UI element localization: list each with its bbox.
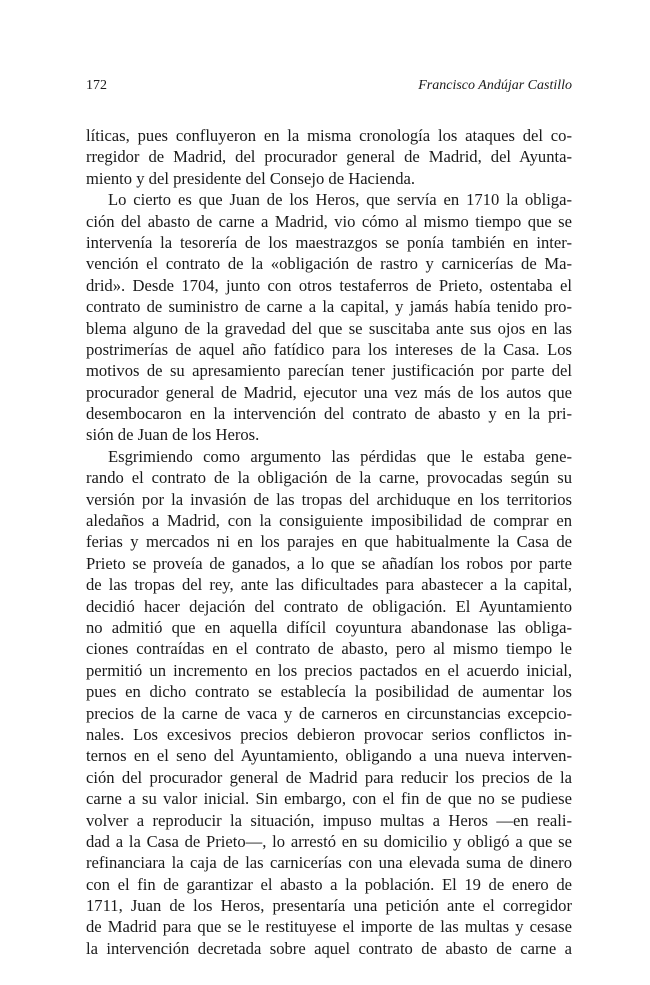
text-line: volver a reproducir la situación, impuso multas a Heros —en reali- <box>86 810 572 830</box>
text-line: ciones contraídas en el contrato de abasto, pero al mismo tiempo le <box>86 639 572 659</box>
text-line: dad a la Casa de Prieto—, lo arrestó en su domicilio y obligó a que se <box>86 831 572 851</box>
text-line: de Madrid para que se le restituyese el importe de las multas y cesase <box>86 917 572 937</box>
text-line: postrimerías de aquel año fatídico para los intereses de la Casa. Los <box>86 339 572 359</box>
text-line: nales. Los excesivos precios debieron provocar serios conflictos in- <box>86 724 572 744</box>
text-line: permitió un incremento en los precios pactados en el acuerdo inicial, <box>86 660 572 680</box>
text-line: no admitió que en aquella difícil coyuntura abandonase las obliga- <box>86 617 572 637</box>
text-line: motivos de su apresamiento parecían tener justificación por parte del <box>86 361 572 381</box>
running-head-author: Francisco Andújar Castillo <box>418 78 572 93</box>
text-line: Esgrimiendo como argumento las pérdidas que le estaba gene- <box>108 446 572 466</box>
text-line: ternos en el seno del Ayuntamiento, obligando a una nueva interven- <box>86 746 572 766</box>
text-line: desembocaron en la intervención del contrato de abasto y en la pri- <box>86 404 572 424</box>
text-line: pues en dicho contrato se establecía la posibilidad de aumentar los <box>86 682 572 702</box>
text-line: Prieto se proveía de ganados, a lo que se añadían los robos por parte <box>86 553 572 573</box>
text-line: ción del procurador general de Madrid para reducir los precios de la <box>86 767 572 787</box>
text-line: aledaños a Madrid, con la consiguiente imposibilidad de comprar en <box>86 511 572 531</box>
text-line: miento y del presidente del Consejo de Hacienda. <box>86 168 416 188</box>
text-line: la intervención decretada sobre aquel contrato de abasto de carne a <box>86 938 572 958</box>
text-line: procurador general de Madrid, ejecutor una vez más de los autos que <box>86 382 572 402</box>
text-line: rando el contrato de la obligación de la carne, provocadas según su <box>86 468 572 488</box>
page-number: 172 <box>86 78 107 93</box>
text-line: 1711, Juan de los Heros, presentaría una petición ante el corregidor <box>86 896 572 916</box>
text-line: carne a su valor inicial. Sin embargo, con el fin de que no se pudiese <box>86 789 572 809</box>
text-line: líticas, pues confluyeron en la misma cronología los ataques del co- <box>86 126 572 145</box>
page-header <box>86 78 572 98</box>
text-line: drid». Desde 1704, junto con otros testaferros de Prieto, ostentaba el <box>86 275 572 295</box>
text-line: intervenía la tesorería de los maestrazgos se ponía también en inter- <box>86 232 572 252</box>
text-line: con el fin de garantizar el abasto a la población. El 19 de enero de <box>86 874 572 894</box>
body-text <box>86 125 572 959</box>
text-line: ción del abasto de carne a Madrid, vio cómo al mismo tiempo que se <box>86 211 572 231</box>
text-line: refinanciara la caja de las carnicerías con una elevada suma de dinero <box>86 853 572 873</box>
text-line: precios de la carne de vaca y de carneros en circunstancias excepcio- <box>86 703 572 723</box>
text-line: contrato de suministro de carne a la capital, y jamás había tenido pro- <box>86 297 572 317</box>
text-line: ferias y mercados ni en los parajes en que habitualmente la Casa de <box>86 532 572 552</box>
text-line: de las tropas del rey, ante las dificultades para abastecer a la capital, <box>86 575 572 595</box>
text-line: blema alguno de la gravedad del que se suscitaba ante sus ojos en las <box>86 318 572 338</box>
text-line: Lo cierto es que Juan de los Heros, que servía en 1710 la obliga- <box>108 190 572 210</box>
text-line: rregidor de Madrid, del procurador general de Madrid, del Ayunta- <box>86 147 572 167</box>
text-line: decidió hacer dejación del contrato de obligación. El Ayuntamiento <box>86 596 572 616</box>
text-line: versión por la invasión de las tropas del archiduque en los territorios <box>86 489 572 509</box>
text-line: sión de Juan de los Heros. <box>86 425 260 445</box>
text-line: vención el contrato de la «obligación de rastro y carnicerías de Ma- <box>86 254 572 274</box>
